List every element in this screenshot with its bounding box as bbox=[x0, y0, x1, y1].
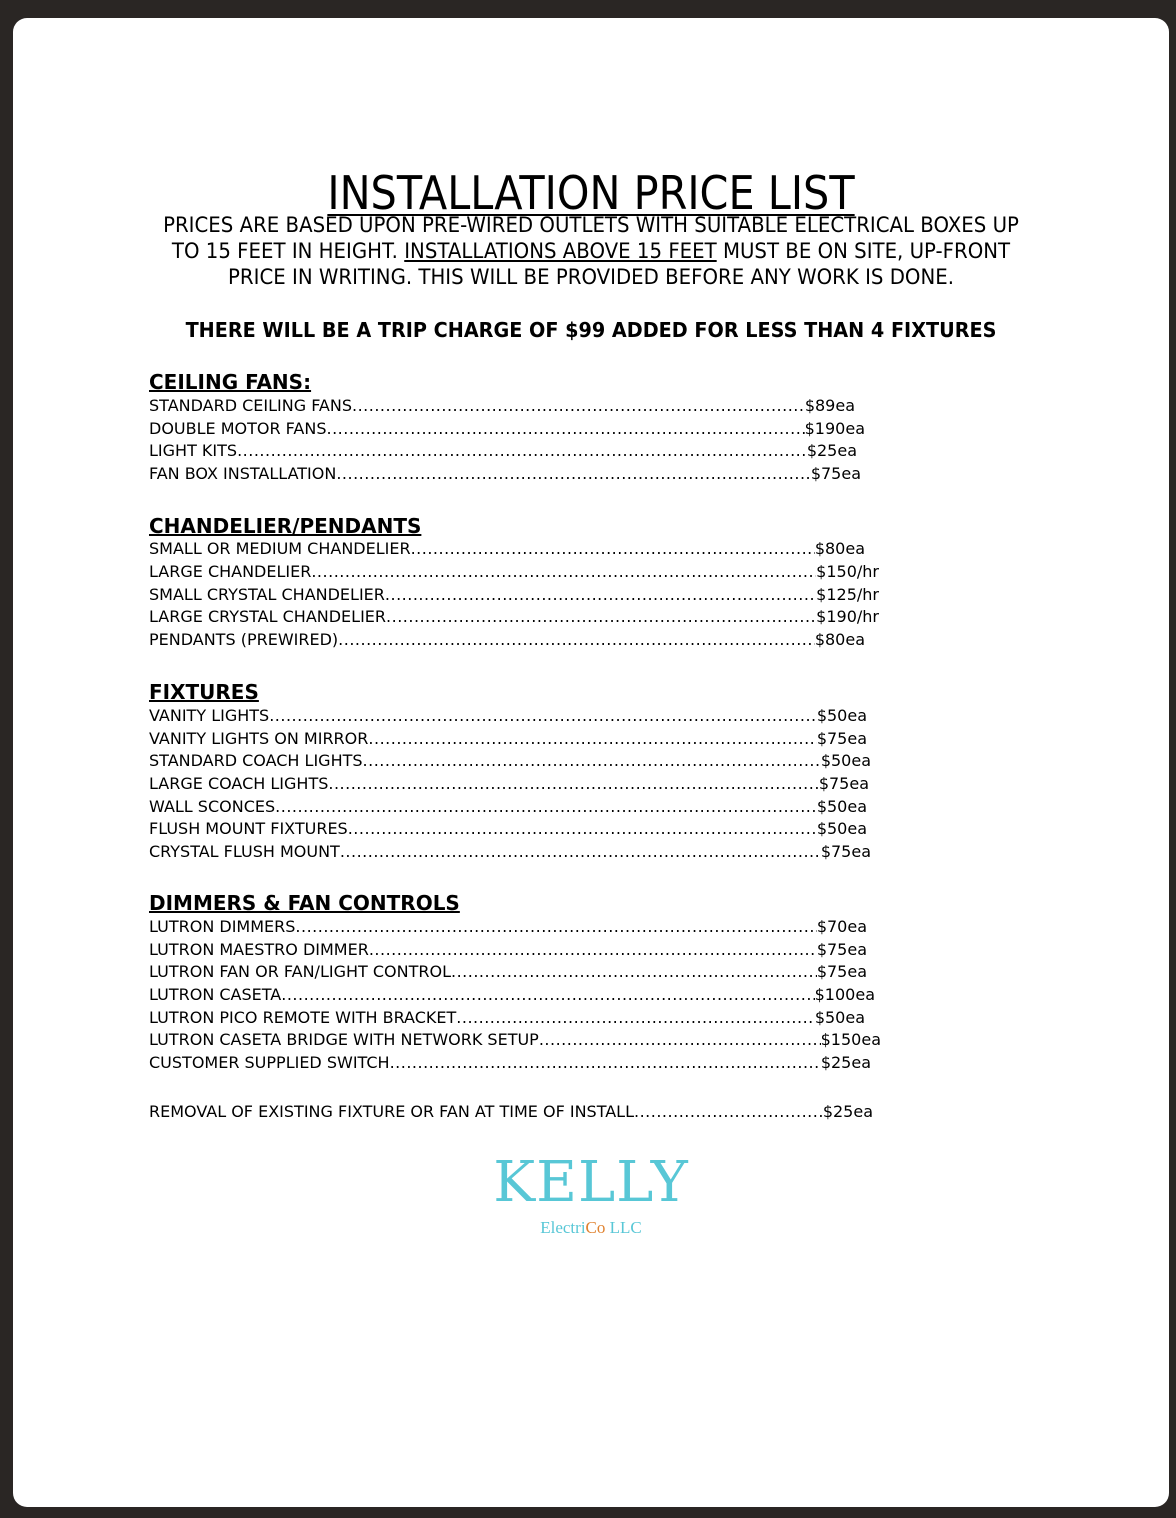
price-row: DOUBLE MOTOR FANS ..... $190ea bbox=[149, 419, 865, 441]
price-row: LUTRON PICO REMOTE WITH BRACKET ..... $50ea bbox=[149, 1008, 865, 1030]
section-heading-ceiling-fans: CEILING FANS: bbox=[149, 370, 312, 394]
price-row: CUSTOMER SUPPLIED SWITCH ..... $25ea bbox=[149, 1053, 871, 1075]
intro-text-2: MUST BE ON SITE, UP-FRONT PRICE IN WRITING. THIS WILL BE PROVIDED BEFORE ANY WORK IS DONE. bbox=[228, 239, 1011, 289]
company-logo: KELLY bbox=[493, 1150, 689, 1215]
intro-underlined: INSTALLATIONS ABOVE 15 FEET bbox=[404, 239, 717, 263]
price-row: SMALL OR MEDIUM CHANDELIER ..... $80ea bbox=[149, 539, 865, 561]
price-row: LUTRON CASETA BRIDGE WITH NETWORK SETUP ..... $150ea bbox=[149, 1030, 881, 1052]
intro-paragraph bbox=[160, 212, 1021, 290]
price-row: LARGE CHANDELIER ..... $150/hr bbox=[149, 562, 879, 584]
price-row: VANITY LIGHTS ..... $50ea bbox=[149, 706, 867, 728]
intro-text-1: PRICES ARE BASED UPON PRE-WIRED OUTLETS WITH SUITABLE ELECTRICAL BOXES UP TO 15 FEET IN HEIGHT. bbox=[163, 213, 1019, 263]
price-row: CRYSTAL FLUSH MOUNT ..... $75ea bbox=[149, 842, 871, 864]
page-title: INSTALLATION PRICE LIST bbox=[327, 166, 855, 220]
price-row: LUTRON MAESTRO DIMMER ..... $75ea bbox=[149, 940, 867, 962]
price-row: STANDARD CEILING FANS ..... $89ea bbox=[149, 396, 855, 418]
price-row: LARGE CRYSTAL CHANDELIER ..... $190/hr bbox=[149, 607, 879, 629]
price-row: VANITY LIGHTS ON MIRROR ..... $75ea bbox=[149, 729, 867, 751]
removal-price-row: REMOVAL OF EXISTING FIXTURE OR FAN AT TIME OF INSTALL ..... $25ea bbox=[149, 1102, 873, 1124]
price-row: LUTRON DIMMERS ..... $70ea bbox=[149, 917, 867, 939]
price-row: PENDANTS (PREWIRED) ..... $80ea bbox=[149, 630, 865, 652]
price-row: LUTRON FAN OR FAN/LIGHT CONTROL ..... $75ea bbox=[149, 962, 867, 984]
price-row: FAN BOX INSTALLATION ..... $75ea bbox=[149, 464, 861, 486]
section-heading-dimmers-fan-controls: DIMMERS & FAN CONTROLS bbox=[149, 891, 460, 915]
section-heading-fixtures: FIXTURES bbox=[149, 680, 259, 704]
price-row: WALL SCONCES ..... $50ea bbox=[149, 797, 867, 819]
section-heading-chandelier-pendants: CHANDELIER/PENDANTS bbox=[149, 514, 422, 538]
price-row: LUTRON CASETA ..... $100ea bbox=[149, 985, 875, 1007]
company-logo-subtitle: ElectriCo LLC bbox=[540, 1218, 642, 1237]
price-list-page bbox=[13, 18, 1169, 1507]
price-row: FLUSH MOUNT FIXTURES ..... $50ea bbox=[149, 819, 867, 841]
price-row: LARGE COACH LIGHTS ..... $75ea bbox=[149, 774, 869, 796]
price-row: SMALL CRYSTAL CHANDELIER ..... $125/hr bbox=[149, 585, 879, 607]
price-row: STANDARD COACH LIGHTS ..... $50ea bbox=[149, 751, 871, 773]
trip-charge-notice: THERE WILL BE A TRIP CHARGE OF $99 ADDED FOR LESS THAN 4 FIXTURES bbox=[185, 318, 997, 342]
price-row: LIGHT KITS ..... $25ea bbox=[149, 441, 857, 463]
